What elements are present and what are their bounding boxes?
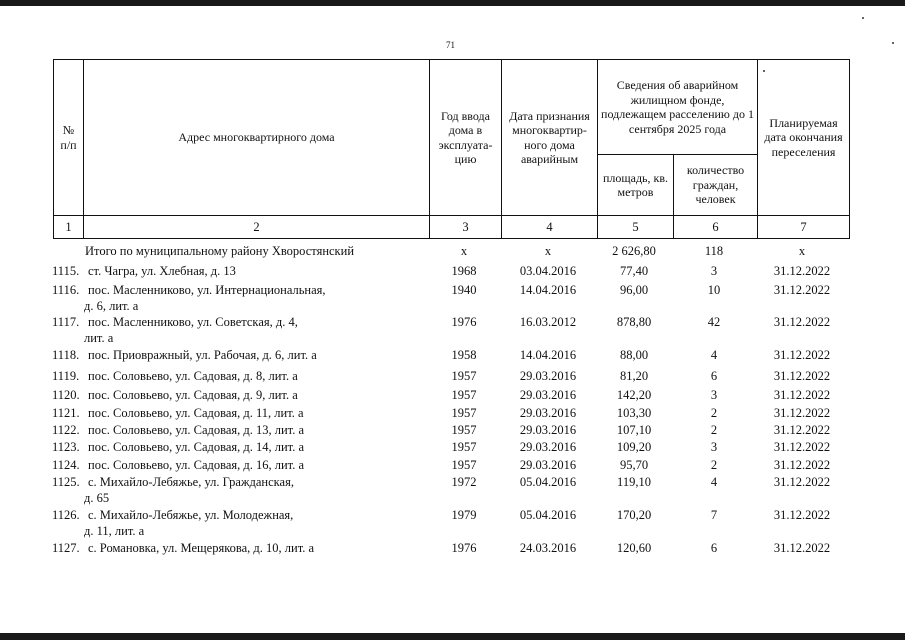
row-year: 1957: [451, 440, 477, 454]
row-recognition-date: 29.03.2016: [519, 406, 577, 420]
row-address: пос. Соловьево, ул. Садовая, д. 11, лит. а: [88, 406, 304, 420]
row-number: 1117.: [52, 315, 80, 329]
row-area: 142,20: [616, 388, 652, 402]
row-address-continued: д. 6, лит. а: [84, 299, 139, 313]
header-recognition-date: Дата признания многоквартир-ного дома аварийным: [502, 60, 598, 216]
row-number: 1125.: [52, 475, 80, 489]
row-recognition-date: 14.04.2016: [519, 283, 577, 297]
row-year: 1968: [451, 264, 477, 278]
row-area: 107,10: [616, 423, 652, 437]
row-address: с. Михайло-Лебяжье, ул. Гражданская,: [88, 475, 294, 489]
total-year: х: [460, 244, 468, 258]
row-year: 1976: [451, 541, 477, 555]
row-area: 120,60: [616, 541, 652, 555]
row-year: 1972: [451, 475, 477, 489]
total-area: 2 626,80: [612, 244, 656, 258]
row-residents: 6: [710, 369, 718, 383]
row-address: с. Романовка, ул. Мещерякова, д. 10, лит. а: [88, 541, 315, 555]
row-address: пос. Соловьево, ул. Садовая, д. 16, лит. а: [88, 458, 305, 472]
row-recognition-date: 29.03.2016: [519, 458, 577, 472]
total-count: 118: [704, 244, 724, 258]
column-number-6: 6: [674, 216, 758, 239]
row-residents: 6: [710, 541, 718, 555]
scan-border-bottom: [0, 633, 905, 640]
header-year: Год ввода дома в эксплуата-цию: [430, 60, 502, 216]
row-recognition-date: 16.03.2012: [519, 315, 577, 329]
row-planned-date: 31.12.2022: [773, 541, 831, 555]
header-emergency-fund: Сведения об аварийном жилищном фонде, подлежащем расселению до 1 сентября 2025 года: [598, 60, 758, 155]
row-recognition-date: 29.03.2016: [519, 369, 577, 383]
column-number-5: 5: [598, 216, 674, 239]
row-number: 1123.: [52, 440, 80, 454]
row-planned-date: 31.12.2022: [773, 458, 831, 472]
row-address-continued: д. 11, лит. а: [84, 524, 145, 538]
row-area: 77,40: [619, 264, 649, 278]
row-number: 1126.: [52, 508, 80, 522]
column-number-7: 7: [758, 216, 850, 239]
row-residents: 7: [710, 508, 718, 522]
row-residents: 10: [707, 283, 721, 297]
row-address: пос. Соловьево, ул. Садовая, д. 14, лит. а: [88, 440, 305, 454]
row-recognition-date: 24.03.2016: [519, 541, 577, 555]
row-number: 1119.: [52, 369, 80, 383]
row-year: 1976: [451, 315, 477, 329]
row-address-continued: д. 65: [84, 491, 110, 505]
row-year: 1957: [451, 406, 477, 420]
row-address: пос. Соловьево, ул. Садовая, д. 9, лит. а: [88, 388, 298, 402]
row-planned-date: 31.12.2022: [773, 388, 831, 402]
row-number: 1118.: [52, 348, 80, 362]
row-address: с. Михайло-Лебяжье, ул. Молодежная,: [88, 508, 294, 522]
row-residents: 3: [710, 388, 718, 402]
row-number: 1115.: [52, 264, 80, 278]
row-residents: 2: [710, 406, 718, 420]
row-year: 1958: [451, 348, 477, 362]
row-year: 1957: [451, 423, 477, 437]
row-area: 109,20: [616, 440, 652, 454]
row-recognition-date: 29.03.2016: [519, 388, 577, 402]
header-number: № п/п: [54, 60, 84, 216]
row-residents: 3: [710, 440, 718, 454]
row-planned-date: 31.12.2022: [773, 315, 831, 329]
row-residents: 4: [710, 348, 718, 362]
column-number-3: 3: [430, 216, 502, 239]
header-area: площадь, кв. метров: [598, 155, 674, 216]
row-recognition-date: 03.04.2016: [519, 264, 577, 278]
row-address: пос. Масленниково, ул. Интернациональная,: [88, 283, 326, 297]
column-number-2: 2: [84, 216, 430, 239]
row-area: 103,30: [616, 406, 652, 420]
row-planned-date: 31.12.2022: [773, 406, 831, 420]
row-recognition-date: 05.04.2016: [519, 475, 577, 489]
row-area: 119,10: [617, 475, 651, 489]
row-number: 1127.: [52, 541, 80, 555]
row-area: 88,00: [619, 348, 649, 362]
row-residents: 42: [707, 315, 721, 329]
header-residents: количество граждан, человек: [674, 155, 758, 216]
row-planned-date: 31.12.2022: [773, 283, 831, 297]
row-address: пос. Соловьево, ул. Садовая, д. 8, лит. а: [88, 369, 298, 383]
row-planned-date: 31.12.2022: [773, 508, 831, 522]
row-planned-date: 31.12.2022: [773, 423, 831, 437]
row-residents: 2: [710, 423, 718, 437]
row-planned-date: 31.12.2022: [773, 264, 831, 278]
row-address: пос. Масленниково, ул. Советская, д. 4,: [88, 315, 298, 329]
row-year: 1979: [451, 508, 477, 522]
row-recognition-date: 14.04.2016: [519, 348, 577, 362]
row-number: 1122.: [52, 423, 80, 437]
scan-speck: [862, 17, 864, 19]
row-recognition-date: 29.03.2016: [519, 440, 577, 454]
row-address: пос. Приовражный, ул. Рабочая, д. 6, лит. а: [88, 348, 317, 362]
row-year: 1957: [451, 458, 477, 472]
row-year: 1957: [451, 369, 477, 383]
header-address: Адрес многоквартирного дома: [84, 60, 430, 216]
total-label: Итого по муниципальному району Хворостянский: [85, 244, 355, 258]
row-year: 1940: [451, 283, 477, 297]
row-area: 96,00: [619, 283, 649, 297]
row-number: 1116.: [52, 283, 80, 297]
column-number-4: 4: [502, 216, 598, 239]
row-area: 81,20: [619, 369, 649, 383]
row-area: 170,20: [616, 508, 652, 522]
row-residents: 3: [710, 264, 718, 278]
row-number: 1120.: [52, 388, 80, 402]
row-number: 1124.: [52, 458, 80, 472]
total-plan: х: [798, 244, 806, 258]
row-address: пос. Соловьево, ул. Садовая, д. 13, лит. а: [88, 423, 305, 437]
row-number: 1121.: [52, 406, 80, 420]
row-planned-date: 31.12.2022: [773, 475, 831, 489]
row-address: ст. Чагра, ул. Хлебная, д. 13: [88, 264, 236, 278]
row-residents: 2: [710, 458, 718, 472]
scan-speck: [892, 42, 894, 44]
row-year: 1957: [451, 388, 477, 402]
row-planned-date: 31.12.2022: [773, 369, 831, 383]
header-planned-date: Планируемая дата окончания переселения: [758, 60, 850, 216]
total-date: х: [544, 244, 552, 258]
row-area: 95,70: [619, 458, 649, 472]
row-address-continued: лит. а: [84, 331, 114, 345]
row-area: 878,80: [616, 315, 652, 329]
row-recognition-date: 05.04.2016: [519, 508, 577, 522]
column-number-1: 1: [54, 216, 84, 239]
row-planned-date: 31.12.2022: [773, 440, 831, 454]
scan-border-top: [0, 0, 905, 6]
row-planned-date: 31.12.2022: [773, 348, 831, 362]
row-residents: 4: [710, 475, 718, 489]
row-recognition-date: 29.03.2016: [519, 423, 577, 437]
table-header: [53, 59, 850, 239]
page-number: 71: [446, 40, 455, 50]
